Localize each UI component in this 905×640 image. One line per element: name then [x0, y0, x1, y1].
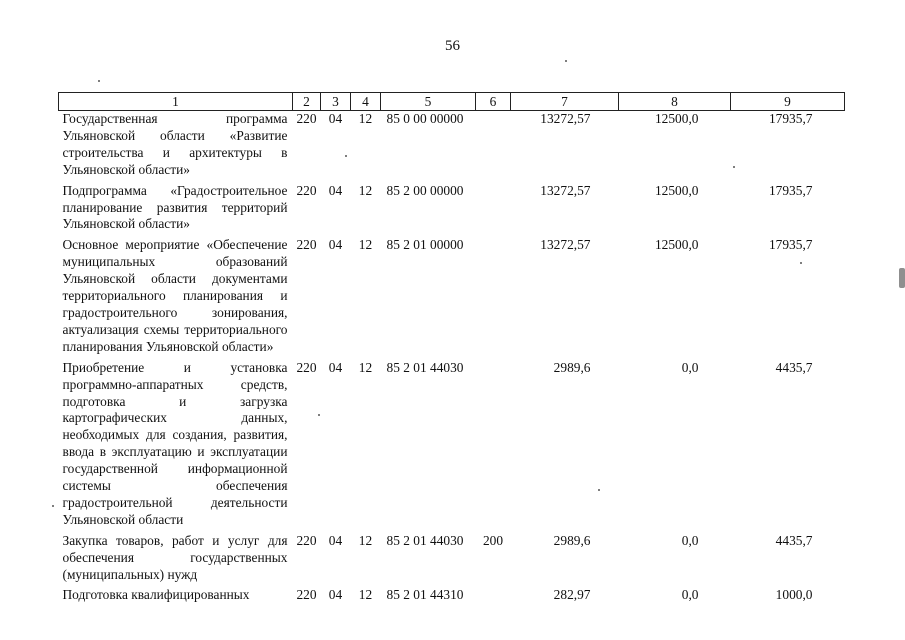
cell-section: 04	[328, 532, 343, 548]
cell-amount-9: 17935,7	[768, 182, 813, 198]
cell-amount-9: 17935,7	[768, 237, 813, 253]
cell-amount-8: 12500,0	[654, 111, 699, 126]
cell-admin-code: 220	[296, 359, 317, 375]
row-name: Приобретение и установка программно-аппаратных средств, подготовка и загрузка картографических данных, необходимых для создания, развития, ввода в эксплуатацию и эксплуатации государственной информационной системы обеспечения градостроительной деятельности Ульяновской области	[62, 359, 288, 527]
row-name: Подпрограмма «Градостроительное планирование развития территорий Ульяновской области»	[62, 182, 288, 232]
cell-amount-7: 282,97	[553, 587, 591, 603]
row-name: Подготовка квалифицированных	[62, 587, 250, 603]
cell-admin-code: 220	[296, 587, 317, 603]
cell-amount-7: 13272,57	[540, 237, 591, 253]
cell-target-article: 85 2 01 44030	[386, 359, 464, 375]
scan-speck	[800, 262, 802, 264]
table-row	[59, 111, 845, 183]
cell-subsection: 12	[358, 532, 373, 548]
column-header-1: 1	[59, 93, 293, 111]
cell-amount-7: 2989,6	[553, 359, 591, 375]
cell-subsection: 12	[358, 182, 373, 198]
column-header-6: 6	[476, 93, 511, 111]
row-name: Закупка товаров, работ и услуг для обеспечения государственных (муниципальных) нужд	[62, 532, 288, 582]
cell-subsection: 12	[358, 587, 373, 603]
column-header-7: 7	[511, 93, 619, 111]
column-header-4: 4	[351, 93, 381, 111]
scan-speck	[598, 489, 600, 491]
cell-section: 04	[328, 587, 343, 603]
cell-admin-code: 220	[296, 237, 317, 253]
table-row	[59, 587, 845, 608]
cell-target-article: 85 2 01 44310	[386, 587, 464, 603]
column-header-3: 3	[321, 93, 351, 111]
cell-expense-type: 200	[482, 532, 504, 548]
cell-expense-type	[476, 111, 511, 183]
scan-speck	[318, 414, 320, 416]
cell-amount-8: 12500,0	[654, 237, 699, 253]
column-header-2: 2	[293, 93, 321, 111]
scan-speck	[52, 505, 54, 507]
cell-amount-7: 13272,57	[540, 182, 591, 198]
table-header	[59, 93, 845, 111]
cell-target-article: 85 2 01 00000	[386, 237, 464, 253]
table-row	[59, 360, 845, 533]
cell-target-article: 85 0 00 00000	[386, 111, 464, 126]
cell-amount-8: 0,0	[681, 587, 699, 603]
column-header-8: 8	[619, 93, 731, 111]
table-row	[59, 237, 845, 359]
cell-section: 04	[328, 359, 343, 375]
cell-section: 04	[328, 237, 343, 253]
cell-expense-type	[476, 183, 511, 238]
row-name: Государственная программа Ульяновской области «Развитие строительства и архитектуры в Ульяновской области»	[62, 111, 288, 177]
page-number: 56	[445, 38, 460, 54]
cell-amount-9: 4435,7	[775, 532, 813, 548]
cell-amount-7: 2989,6	[553, 532, 591, 548]
cell-amount-9: 1000,0	[775, 587, 813, 603]
cell-subsection: 12	[358, 237, 373, 253]
cell-target-article: 85 2 01 44030	[386, 532, 464, 548]
header-row	[59, 93, 845, 111]
column-header-9: 9	[731, 93, 845, 111]
scan-speck	[733, 166, 735, 168]
column-header-5: 5	[381, 93, 476, 111]
scan-speck	[98, 80, 100, 82]
cell-amount-8: 0,0	[681, 532, 699, 548]
budget-table	[58, 92, 845, 608]
scan-speck	[565, 60, 567, 62]
cell-amount-8: 12500,0	[654, 182, 699, 198]
cell-section: 04	[328, 111, 343, 126]
cell-amount-9: 17935,7	[768, 111, 813, 126]
cell-subsection: 12	[358, 359, 373, 375]
cell-amount-8: 0,0	[681, 359, 699, 375]
cell-target-article: 85 2 00 00000	[386, 182, 464, 198]
cell-amount-9: 4435,7	[775, 359, 813, 375]
scan-speck	[345, 155, 347, 157]
cell-subsection: 12	[358, 111, 373, 126]
cell-amount-7: 13272,57	[540, 111, 591, 126]
cell-admin-code: 220	[296, 182, 317, 198]
cell-admin-code: 220	[296, 111, 317, 126]
cell-admin-code: 220	[296, 532, 317, 548]
table-row	[59, 533, 845, 588]
cell-expense-type	[476, 587, 511, 608]
cell-expense-type	[476, 360, 511, 533]
scan-edge-mark	[899, 268, 905, 288]
table-body	[59, 111, 845, 609]
row-name: Основное мероприятие «Обеспечение муниципальных образований Ульяновской области документами территориального планирования и градостроительного зонирования, актуализация схемы территориального планирования Ульяновской области»	[62, 237, 288, 354]
table-row	[59, 183, 845, 238]
cell-expense-type	[476, 237, 511, 359]
cell-section: 04	[328, 182, 343, 198]
